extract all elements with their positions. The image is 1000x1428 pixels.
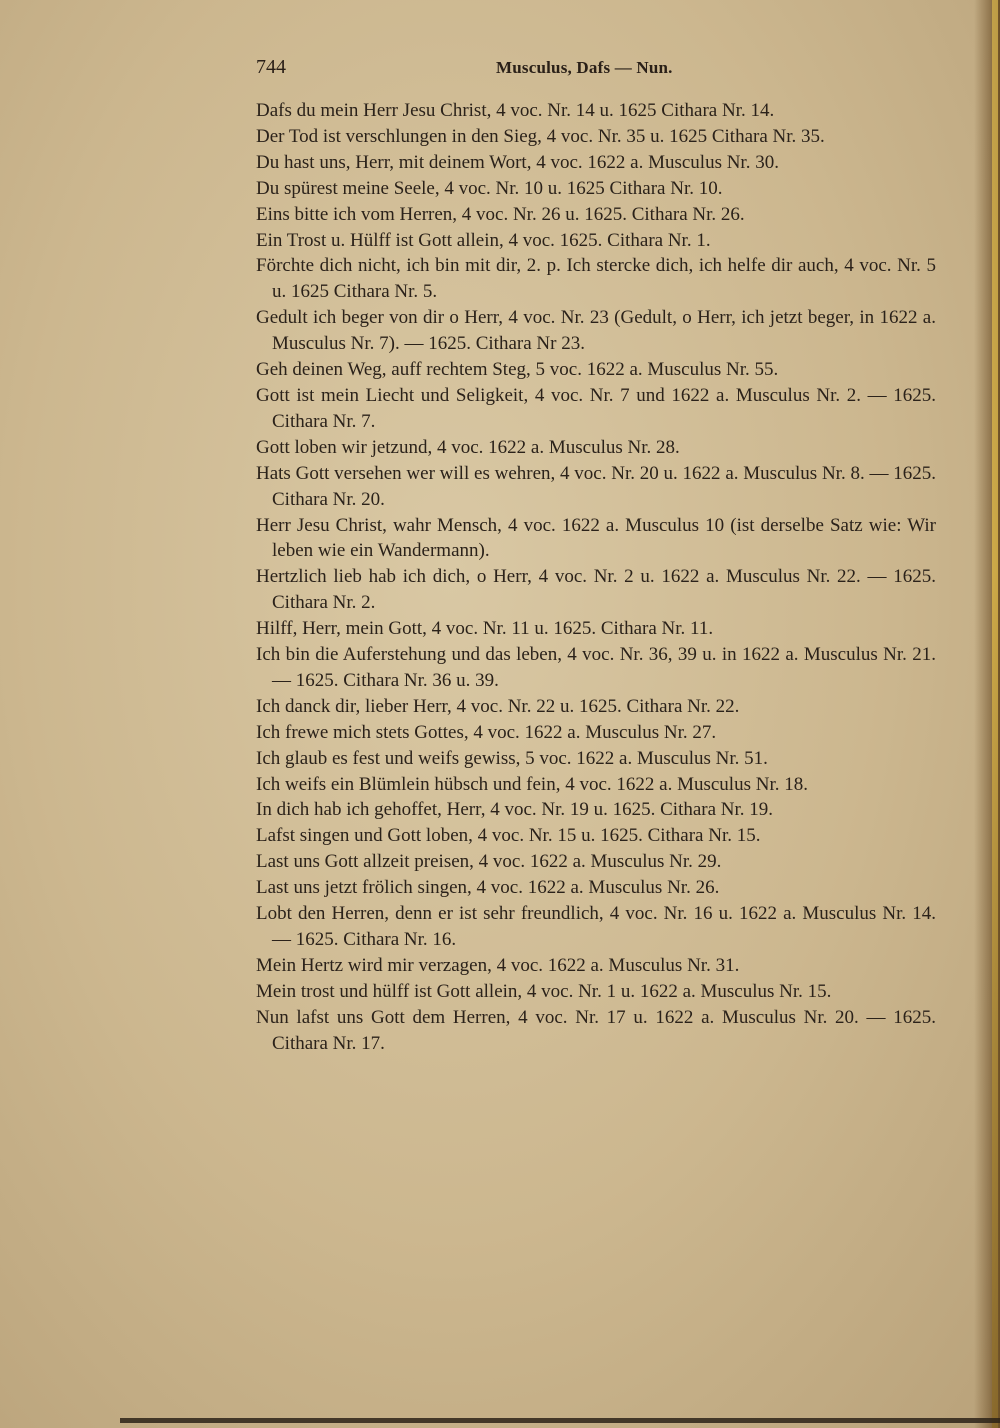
list-item: Hertzlich lieb hab ich dich, o Herr, 4 voc. Nr. 2 u. 1622 a. Musculus Nr. 22. — 1625. Cithara Nr. 2. <box>256 566 936 614</box>
list-item: Last uns Gott allzeit preisen, 4 voc. 1622 a. Musculus Nr. 29. <box>256 851 722 873</box>
list-item: Gott ist mein Liecht und Seligkeit, 4 voc. Nr. 7 und 1622 a. Musculus Nr. 2. — 1625. Cithara Nr. 7. <box>256 384 936 432</box>
list-item: Mein Hertz wird mir verzagen, 4 voc. 1622 a. Musculus Nr. 31. <box>256 954 740 976</box>
list-item: Nun lafst uns Gott dem Herren, 4 voc. Nr. 17 u. 1622 a. Musculus Nr. 20. — 1625. Cithara Nr. 17. <box>256 1006 936 1054</box>
list-item: Gott loben wir jetzund, 4 voc. 1622 a. Musculus Nr. 28. <box>256 436 680 458</box>
list-item: Lafst singen und Gott loben, 4 voc. Nr. 15 u. 1625. Cithara Nr. 15. <box>256 825 761 847</box>
list-item: Förchte dich nicht, ich bin mit dir, 2. p. Ich stercke dich, ich helfe dir auch, 4 voc. Nr. 5 u. 1625 Cithara Nr. 5. <box>256 255 936 303</box>
page-header <box>256 56 928 84</box>
list-item: Mein trost und hülff ist Gott allein, 4 voc. Nr. 1 u. 1622 a. Musculus Nr. 15. <box>256 980 832 1002</box>
book-binding-edge <box>992 0 998 1428</box>
list-item: Du hast uns, Herr, mit deinem Wort, 4 voc. 1622 a. Musculus Nr. 30. <box>256 151 779 173</box>
list-item: Dafs du mein Herr Jesu Christ, 4 voc. Nr. 14 u. 1625 Cithara Nr. 14. <box>256 100 775 121</box>
list-item: Ich frewe mich stets Gottes, 4 voc. 1622 a. Musculus Nr. 27. <box>256 721 717 743</box>
list-item: Last uns jetzt frölich singen, 4 voc. 1622 a. Musculus Nr. 26. <box>256 877 720 899</box>
list-item: Hilff, Herr, mein Gott, 4 voc. Nr. 11 u. 1625. Cithara Nr. 11. <box>256 618 714 640</box>
list-item: Der Tod ist verschlungen in den Sieg, 4 voc. Nr. 35 u. 1625 Cithara Nr. 35. <box>256 125 825 147</box>
list-item: Ich glaub es fest und weifs gewiss, 5 voc. 1622 a. Musculus Nr. 51. <box>256 747 768 769</box>
list-item: Ein Trost u. Hülff ist Gott allein, 4 voc. 1625. Cithara Nr. 1. <box>256 229 711 251</box>
list-item: Ich danck dir, lieber Herr, 4 voc. Nr. 22 u. 1625. Cithara Nr. 22. <box>256 695 740 717</box>
entry-list <box>256 98 936 1057</box>
bottom-edge-rule <box>120 1418 1000 1423</box>
list-item: Ich bin die Auferstehung und das leben, 4 voc. Nr. 36, 39 u. in 1622 a. Musculus Nr. 21. — 1625. Cithara Nr. 36 u. 39. <box>256 644 936 691</box>
list-item: Geh deinen Weg, auff rechtem Steg, 5 voc. 1622 a. Musculus Nr. 55. <box>256 359 779 381</box>
list-item: Lobt den Herren, denn er ist sehr freundlich, 4 voc. Nr. 16 u. 1622 a. Musculus Nr. 14. — 1625. Cithara Nr. 16. <box>256 903 936 950</box>
page-number: 744 <box>256 56 286 78</box>
list-item: Herr Jesu Christ, wahr Mensch, 4 voc. 1622 a. Musculus 10 (ist derselbe Satz wie: Wir leben wie ein Wandermann). <box>256 514 936 562</box>
running-head: Musculus, Dafs — Nun. <box>496 58 673 77</box>
list-item: Ich weifs ein Blümlein hübsch und fein, 4 voc. 1622 a. Musculus Nr. 18. <box>256 773 808 795</box>
list-item: In dich hab ich gehoffet, Herr, 4 voc. Nr. 19 u. 1625. Cithara Nr. 19. <box>256 799 774 821</box>
list-item: Gedult ich beger von dir o Herr, 4 voc. Nr. 23 (Gedult, o Herr, ich jetzt beger, in 1622 a. Musculus Nr. 7). — 1625. Cithara Nr 23. <box>256 307 936 355</box>
list-item: Hats Gott versehen wer will es wehren, 4 voc. Nr. 20 u. 1622 a. Musculus Nr. 8. — 1625. Cithara Nr. 20. <box>256 462 936 510</box>
list-item: Eins bitte ich vom Herren, 4 voc. Nr. 26 u. 1625. Cithara Nr. 26. <box>256 203 745 225</box>
list-item: Du spürest meine Seele, 4 voc. Nr. 10 u. 1625 Cithara Nr. 10. <box>256 177 723 199</box>
